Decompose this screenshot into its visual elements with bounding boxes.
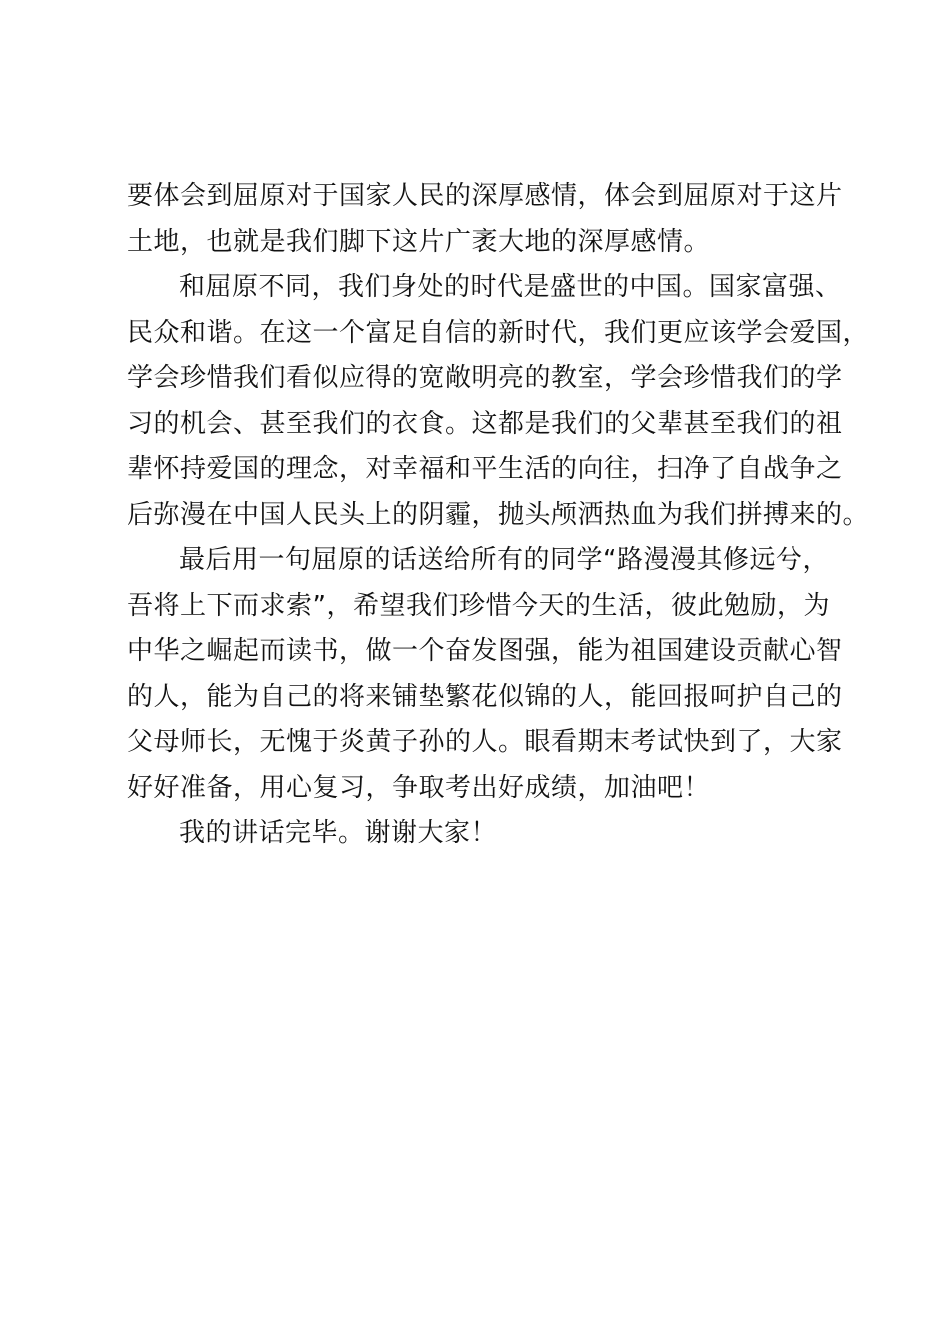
text-line: 父母师长，无愧于炎黄子孙的人。眼看期末考试快到了，大家 <box>127 727 843 757</box>
text-line: 好好准备，用心复习，争取考出好成绩，加油吧！ <box>127 772 711 803</box>
speech-text <box>127 174 870 857</box>
text-line: 土地，也就是我们脚下这片广袤大地的深厚感情。 <box>127 226 711 257</box>
text-line: 民众和谐。在这一个富足自信的新时代，我们更应该学会爱国， <box>127 317 870 348</box>
text-line: 的人，能为自己的将来铺垫繁花似锦的人，能回报呵护自己的 <box>127 681 843 712</box>
text-line: 学会珍惜我们看似应得的宽敞明亮的教室，学会珍惜我们的学 <box>127 363 843 393</box>
text-line: 和屈原不同，我们身处的时代是盛世的中国。国家富强、 <box>179 272 842 302</box>
text-line: 辈怀持爱国的理念，对幸福和平生活的向往，扫净了自战争之 <box>127 454 843 484</box>
paragraph <box>127 538 847 811</box>
text-line: 习的机会、甚至我们的衣食。这都是我们的父辈甚至我们的祖 <box>127 408 843 439</box>
paragraph <box>127 811 847 857</box>
text-line: 我的讲话完毕。谢谢大家！ <box>179 818 498 848</box>
paragraph <box>127 174 847 265</box>
text-line: 最后用一句屈原的话送给所有的同学“路漫漫其修远兮， <box>179 545 829 575</box>
text-line: 吾将上下而求索”，希望我们珍惜今天的生活，彼此勉励，为 <box>127 590 830 621</box>
text-line: 中华之崛起而读书，做一个奋发图强，能为祖国建设贡献心智 <box>127 636 843 666</box>
paragraph <box>127 265 870 538</box>
text-line: 后弥漫在中国人民头上的阴霾，抛头颅洒热血为我们拼搏来的。 <box>127 499 870 530</box>
text-line: 要体会到屈原对于国家人民的深厚感情，体会到屈原对于这片 <box>127 181 843 211</box>
